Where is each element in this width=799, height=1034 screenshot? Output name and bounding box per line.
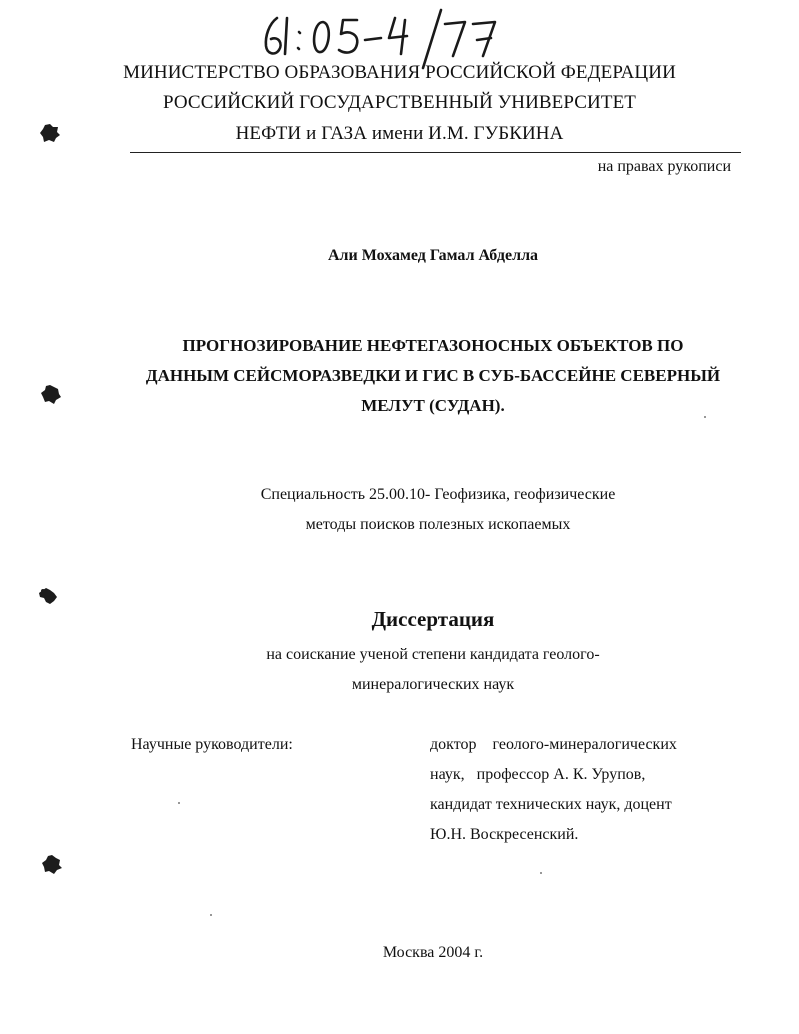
thesis-title-line-1: ПРОГНОЗИРОВАНИЕ НЕФТЕГАЗОНОСНЫХ ОБЪЕКТОВ ПО xyxy=(182,336,684,355)
degree-line-1: на соискание ученой степени кандидата геолого- xyxy=(266,646,600,663)
scan-speck xyxy=(704,416,706,418)
supervisor-line-2: наук, профессор А. К. Урупов, xyxy=(430,766,646,783)
dissertation-heading: Диссертация xyxy=(371,607,495,631)
punch-hole-4 xyxy=(41,853,63,875)
degree-line-2: минералогических наук xyxy=(351,676,515,693)
scan-speck xyxy=(540,872,542,874)
scan-speck xyxy=(210,914,212,916)
author-name: Али Мохамед Гамал Абделла xyxy=(327,247,539,264)
supervisor-line-4: Ю.Н. Воскресенский. xyxy=(430,826,579,843)
header-divider xyxy=(130,152,741,153)
university-line: РОССИЙСКИЙ ГОСУДАРСТВЕННЫЙ УНИВЕРСИТЕТ xyxy=(162,92,636,113)
supervisors-label: Научные руководители: xyxy=(131,736,293,753)
thesis-title-line-3: МЕЛУТ (СУДАН). xyxy=(361,396,505,415)
ministry-line: МИНИСТЕРСТВО ОБРАЗОВАНИЯ РОССИЙСКОЙ ФЕДЕРАЦИИ xyxy=(123,62,676,83)
supervisor-line-1: доктор геолого-минералогических xyxy=(430,736,677,753)
scan-speck xyxy=(178,802,180,804)
thesis-title-line-2: ДАННЫМ СЕЙСМОРАЗВЕДКИ И ГИС В СУБ-БАССЕЙНЕ СЕВЕРНЫЙ xyxy=(145,366,721,385)
punch-hole-1 xyxy=(39,122,61,144)
supervisor-line-3: кандидат технических наук, доцент xyxy=(430,796,672,813)
specialty-line-1: Специальность 25.00.10- Геофизика, геофизические xyxy=(260,486,616,503)
specialty-line-2: методы поисков полезных ископаемых xyxy=(305,516,571,533)
university-name-line: НЕФТИ и ГАЗА имени И.М. ГУБКИНА xyxy=(235,123,564,144)
manuscript-rights-note: на правах рукописи xyxy=(597,158,731,175)
punch-hole-3 xyxy=(37,585,59,607)
city-year: Москва 2004 г. xyxy=(382,944,484,961)
punch-hole-2 xyxy=(40,383,62,405)
